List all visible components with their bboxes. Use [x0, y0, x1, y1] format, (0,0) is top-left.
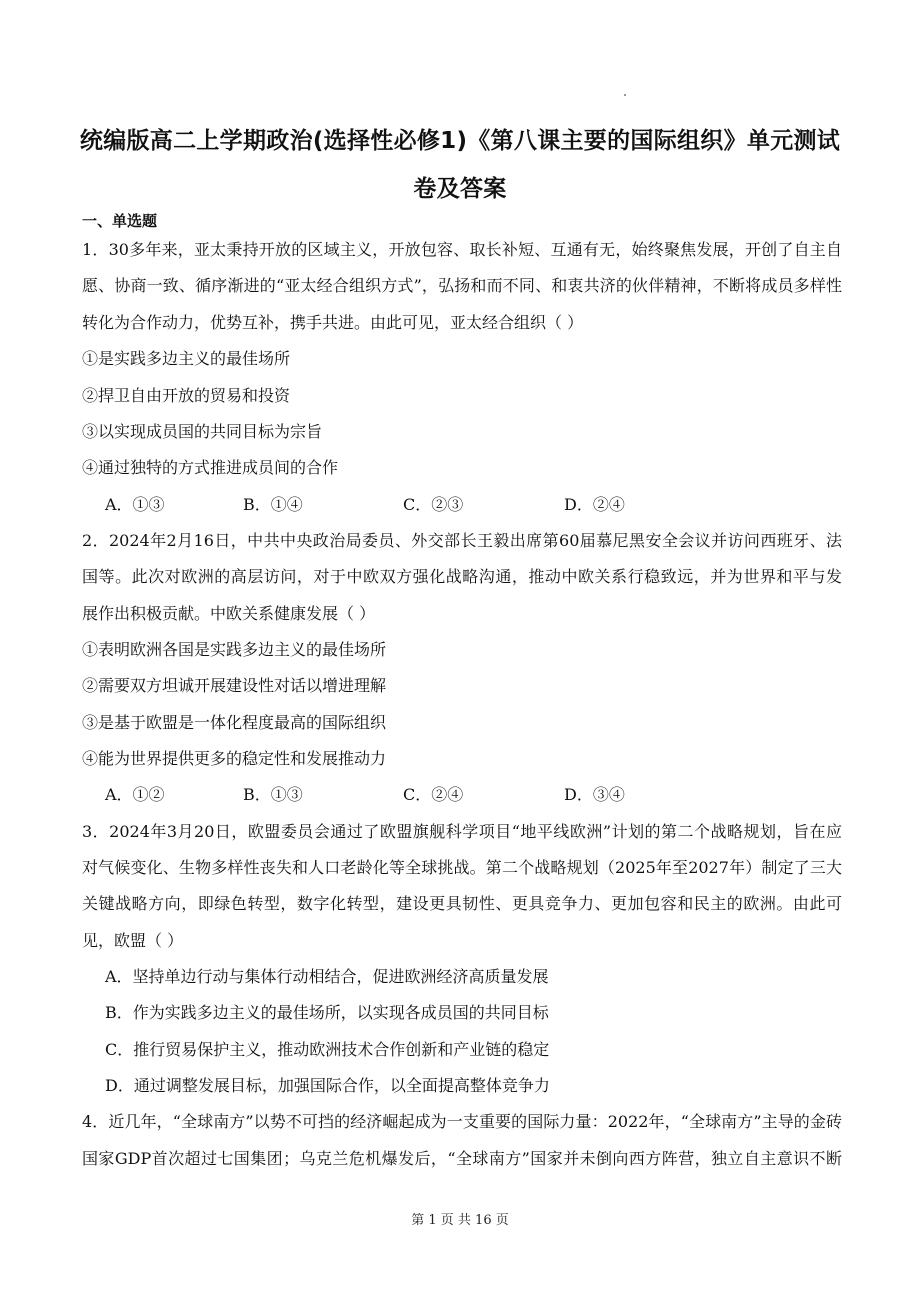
q1-stem-line2: 愿、协商一致、循序渐进的“亚太经合组织方式”，弘扬和而不同、和衷共济的伙伴精神，不断将成员多样性: [82, 276, 842, 295]
q2-option-c: C．②④: [403, 785, 464, 804]
q1-option-a: A．①③: [105, 495, 165, 514]
q4-stem-line2: 国家GDP首次超过七国集团；乌克兰危机爆发后，“全球南方”国家并未倒向西方阵营，独立自主意识不断: [82, 1149, 842, 1168]
q2-option-b: B．①③: [243, 785, 303, 804]
q3-stem-line4: 见，欧盟（ ）: [82, 931, 184, 950]
q1-option-c: C．②③: [403, 495, 464, 514]
section-heading: 一、单选题: [82, 212, 158, 230]
scan-dot: [624, 94, 626, 96]
q1-statement-4: ④通过独特的方式推进成员间的合作: [82, 458, 339, 477]
q3-option-d: D．通过调整发展目标，加强国际合作，以全面提高整体竞争力: [105, 1076, 550, 1095]
q1-option-d: D．②④: [564, 495, 625, 514]
q1-stem-line1: 1．30多年来，亚太秉持开放的区域主义，开放包容、取长补短、互通有无，始终聚焦发展，开创了自主自: [82, 240, 842, 259]
doc-title-line2: 卷及答案: [413, 176, 507, 202]
q3-option-a: A．坚持单边行动与集体行动相结合，促进欧洲经济高质量发展: [105, 967, 549, 986]
q1-option-b: B．①④: [243, 495, 303, 514]
q3-option-c: C．推行贸易保护主义，推动欧洲技术合作创新和产业链的稳定: [105, 1040, 550, 1059]
q1-statement-3: ③以实现成员国的共同目标为宗旨: [82, 422, 323, 441]
q3-stem-line3: 关键战略方向，即绿色转型，数字化转型，建设更具韧性、更具竞争力、更加包容和民主的欧洲。由此可: [82, 894, 842, 913]
q3-option-b: B．作为实践多边主义的最佳场所，以实现各成员国的共同目标: [105, 1003, 549, 1022]
page-footer: 第 1 页 共 16 页: [411, 1213, 509, 1228]
q1-statement-2: ②捍卫自由开放的贸易和投资: [82, 386, 291, 405]
q2-stem-line2: 国等。此次对欧洲的高层访问，对于中欧双方强化战略沟通，推动中欧关系行稳致远，并为世界和平与发: [82, 567, 842, 586]
q2-stem-line1: 2．2024年2月16日，中共中央政治局委员、外交部长王毅出席第60届慕尼黑安全会议并访问西班牙、法: [82, 531, 842, 550]
q1-statement-1: ①是实践多边主义的最佳场所: [82, 349, 291, 368]
q1-stem-line3: 转化为合作动力，优势互补，携手共进。由此可见，亚太经合组织（ ）: [82, 313, 584, 332]
q3-stem-line1: 3．2024年3月20日，欧盟委员会通过了欧盟旗舰科学项目“地平线欧洲”计划的第二个战略规划，旨在应: [82, 822, 842, 841]
q2-option-a: A．①②: [105, 785, 165, 804]
doc-title-line1: 统编版高二上学期政治(选择性必修1)《第八课主要的国际组织》单元测试: [79, 128, 841, 154]
q4-stem-line1: 4．近几年，“全球南方”以势不可挡的经济崛起成为一支重要的国际力量：2022年，“全球南方”主导的金砖: [82, 1112, 842, 1131]
q3-stem-line2: 对气候变化、生物多样性丧失和人口老龄化等全球挑战。第二个战略规划（2025年至2027年）制定了三大: [82, 858, 842, 877]
q2-statement-4: ④能为世界提供更多的稳定性和发展推动力: [82, 749, 387, 768]
q2-statement-2: ②需要双方坦诚开展建设性对话以增进理解: [82, 676, 387, 695]
q2-statement-1: ①表明欧洲各国是实践多边主义的最佳场所: [82, 640, 387, 659]
q2-stem-line3: 展作出积极贡献。中欧关系健康发展（ ）: [82, 604, 376, 623]
q2-statement-3: ③是基于欧盟是一体化程度最高的国际组织: [82, 713, 387, 732]
q2-option-d: D．③④: [564, 785, 625, 804]
